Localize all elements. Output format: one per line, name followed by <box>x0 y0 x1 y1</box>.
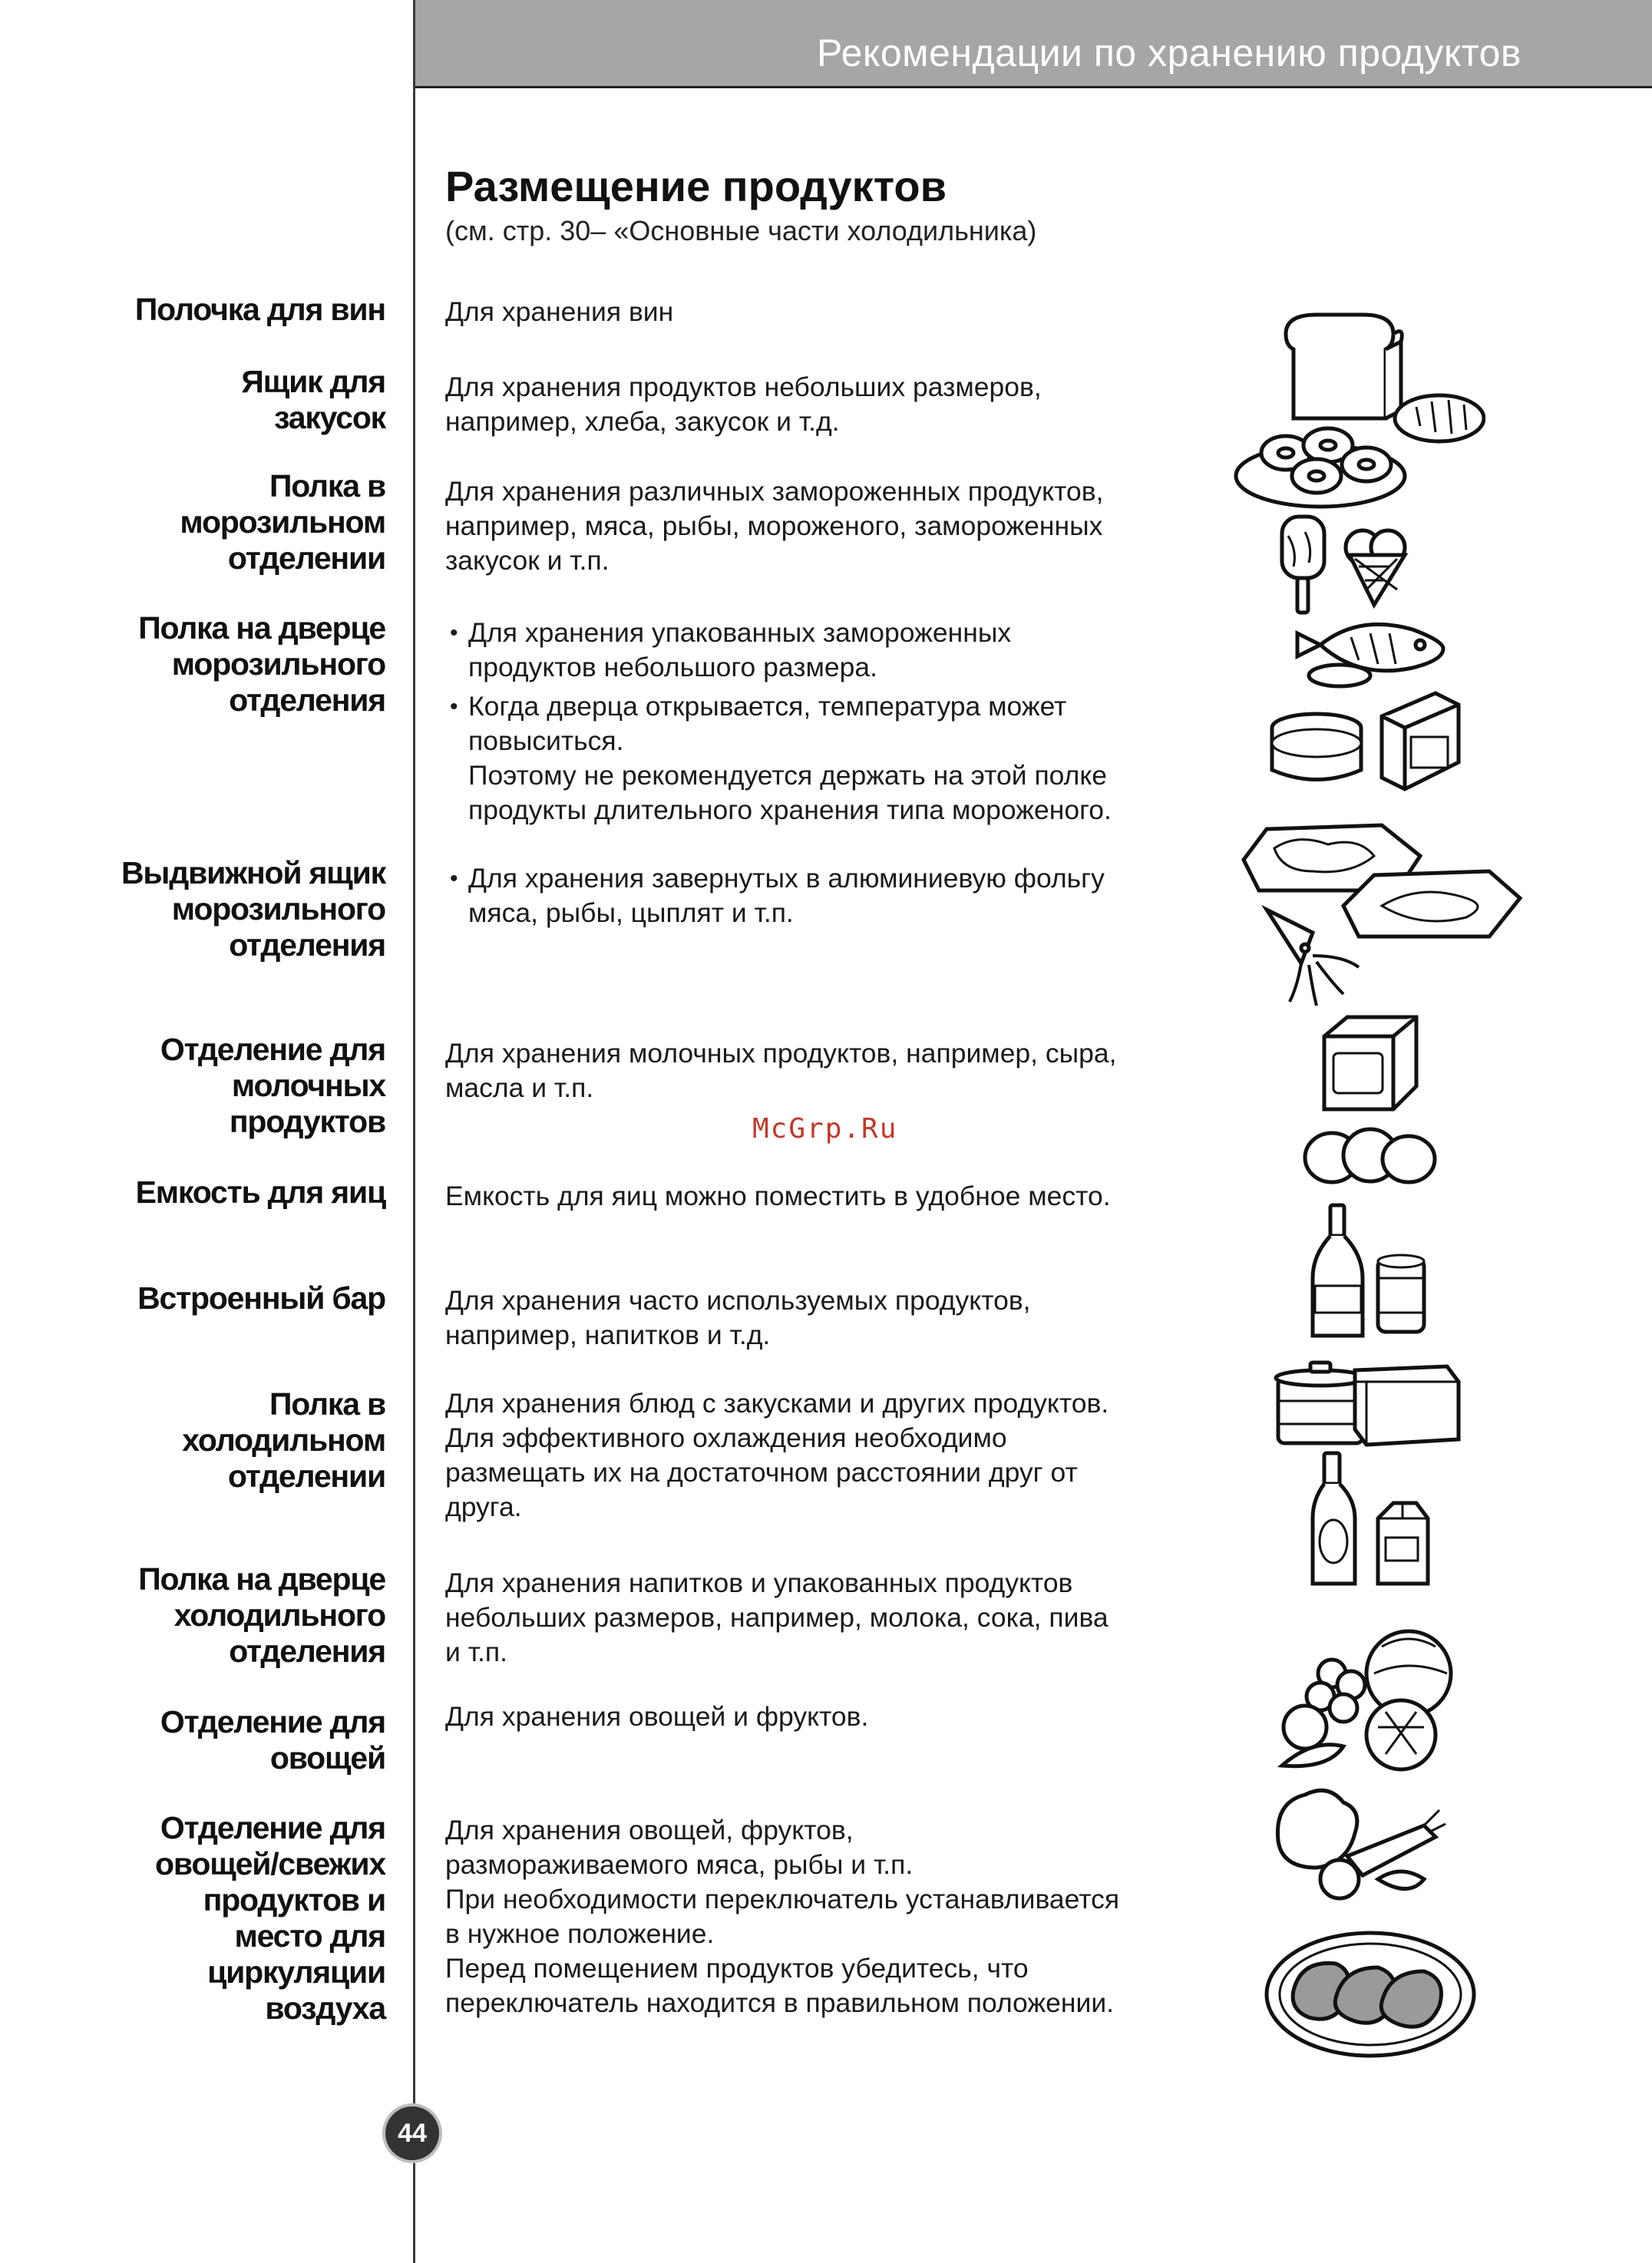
row-desc-wine-shelf: Для хранения вин <box>445 296 674 327</box>
row-desc-fridge-door-shelf: Для хранения напитков и упакованных продуктов небольших размеров, например, молока, сока, пива и т.п. <box>445 1568 1108 1667</box>
row-desc-fresh-food-drawer: Для хранения овощей, фруктов, размораживаемого мяса, рыбы и т.п. При необходимости переключатель устанавливается в нужное положение. Перед помещением продуктов убедитесь, что переключатель находится в правильном положении. <box>445 1815 1120 2018</box>
row-desc-vegetable-drawer: Для хранения овощей и фруктов. <box>445 1701 869 1732</box>
bottle-and-milk-carton-icon <box>1309 1449 1432 1587</box>
donuts-icon <box>1232 411 1409 510</box>
page-subtitle: (см. стр. 30– «Основные части холодильника) <box>445 215 1037 246</box>
row-label-snack-drawer: Ящик для закусок <box>241 364 385 435</box>
fruits-icon <box>1274 1601 1459 1777</box>
row-desc-dairy-compartment: Для хранения молочных продуктов, например, сыра, масла и т.п. <box>445 1038 1117 1103</box>
row-label-dairy-compartment: Отделение для молочных продуктов <box>160 1032 385 1139</box>
column-divider <box>413 0 415 2263</box>
bullet-item: • Для хранения завернутых в алюминиевую фольгу мяса, рыбы, цыплят и т.п. <box>445 861 1182 930</box>
row-desc-snack-drawer: Для хранения продуктов небольших размеров, например, хлеба, закусок и т.д. <box>445 372 1042 437</box>
row-label-freezer-shelf: Полка в морозильном отделении <box>180 468 385 576</box>
frozen-packages-icon <box>1267 689 1466 797</box>
meat-plate-icon <box>1263 1929 1478 2060</box>
row-desc-freezer-drawer <box>445 861 1182 930</box>
page-title: Размещение продуктов <box>445 162 947 210</box>
ice-cream-icon <box>1274 513 1420 620</box>
food-containers-icon <box>1270 1359 1462 1451</box>
row-label-wine-shelf: Полочка для вин <box>134 292 385 327</box>
bottle-and-can-icon <box>1309 1201 1432 1343</box>
bullet-item: • Когда дверца открывается, температура может повыситься. Поэтому не рекомендуется держать на этой полке продукты длительного хранения типа мороженого. <box>445 689 1182 828</box>
row-label-freezer-drawer: Выдвижной ящик морозильного отделения <box>121 855 385 963</box>
row-desc-fridge-shelf: Для хранения блюд с закусками и других продуктов. Для эффективного охлаждения необходимо размещать их на достаточном расстоянии друг от друга. <box>445 1388 1109 1522</box>
watermark: McGrp.Ru <box>752 1113 898 1145</box>
row-label-fresh-food-drawer: Отделение для овощей/свежих продуктов и место для циркуляции воздуха <box>155 1810 385 2026</box>
row-desc-freezer-shelf: Для хранения различных замороженных продуктов, например, мяса, рыбы, мороженого, замороженных закусок и т.п. <box>445 476 1104 576</box>
row-desc-freezer-door-shelf <box>445 616 1182 828</box>
row-label-fridge-shelf: Полка в холодильном отделении <box>182 1386 385 1494</box>
row-label-freezer-door-shelf: Полка на дверце морозильного отделения <box>138 610 385 718</box>
row-desc-egg-tray: Емкость для яиц можно поместить в удобное место. <box>445 1181 1111 1211</box>
eggs-icon <box>1301 1121 1439 1190</box>
cheese-carton-icon <box>1317 1013 1424 1113</box>
vegetables-icon <box>1270 1779 1447 1902</box>
squid-icon <box>1259 902 1366 1009</box>
bullet-item: • Для хранения упакованных замороженных продуктов небольшого размера. <box>445 616 1182 685</box>
fish-icon <box>1290 606 1459 691</box>
page-number: 44 <box>385 2106 439 2160</box>
row-label-egg-tray: Емкость для яиц <box>135 1174 385 1210</box>
row-desc-home-bar: Для хранения часто используемых продуктов, например, напитков и т.д. <box>445 1285 1031 1350</box>
header-title: Рекомендации по хранению продуктов <box>816 31 1521 74</box>
row-label-home-bar: Встроенный бар <box>137 1280 385 1316</box>
row-label-vegetable-drawer: Отделение для овощей <box>160 1704 385 1776</box>
header-bar <box>415 0 1652 88</box>
row-label-fridge-door-shelf: Полка на дверце холодильного отделения <box>138 1561 385 1669</box>
